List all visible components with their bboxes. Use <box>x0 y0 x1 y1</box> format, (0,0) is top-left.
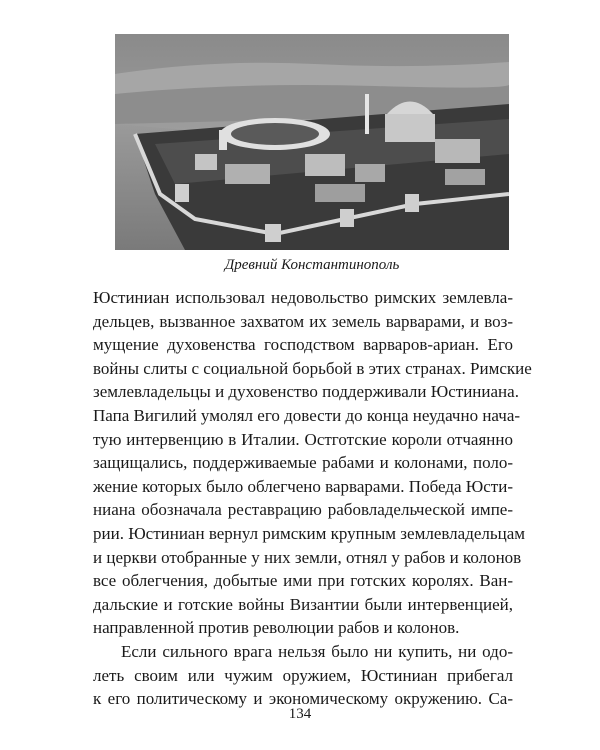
text-line: защищались, поддерживаемые рабами и колонами, поло- <box>93 453 513 473</box>
text-line: к его политическому и экономическому окружению. Са- <box>93 689 513 709</box>
body-text <box>93 286 532 711</box>
text-line: жение которых было облегчено варварами. Победа Юсти- <box>93 476 513 496</box>
text-line: землевладельцы и духовенство поддерживали Юстиниана. <box>93 382 519 402</box>
page-number: 134 <box>288 706 312 722</box>
figure-caption: Древний Константинополь <box>224 257 400 273</box>
text-line: войны слиты с социальной борьбой в этих странах. Римские <box>93 358 532 378</box>
text-line: тую интервенцию в Италии. Остготские короли отчаянно <box>93 429 513 449</box>
text-line: мущение духовенства господством варваров-ариан. Его <box>93 335 513 355</box>
text-line: Юстиниан использовал недовольство римских землевла- <box>93 288 513 307</box>
city-illustration-icon <box>115 34 509 250</box>
text-line: Папа Вигилий умолял его довести до конца неудачно нача- <box>93 405 521 425</box>
text-line: направленной против революции рабов и колонов. <box>93 618 460 638</box>
text-line: и церкви отобранные у них земли, отнял у рабов и колонов <box>93 547 522 567</box>
text-line: ниана обозначала реставрацию рабовладельческой импе- <box>93 500 513 520</box>
text-line: дальские и готские войны Византии были интервенцией, <box>93 594 513 614</box>
constantinople-illustration <box>115 34 509 250</box>
text-line: дельцев, вызванное захватом их земель варварами, и воз- <box>93 311 513 331</box>
text-line: леть своим или чужим оружием, Юстиниан прибегал <box>93 665 513 685</box>
text-line: рии. Юстиниан вернул римским крупным землевладельцам <box>93 523 526 543</box>
text-line: все облегчения, добытые ими при готских королях. Ван- <box>93 571 513 591</box>
text-line: Если сильного врага нельзя было ни купить, ни одо- <box>121 641 513 661</box>
